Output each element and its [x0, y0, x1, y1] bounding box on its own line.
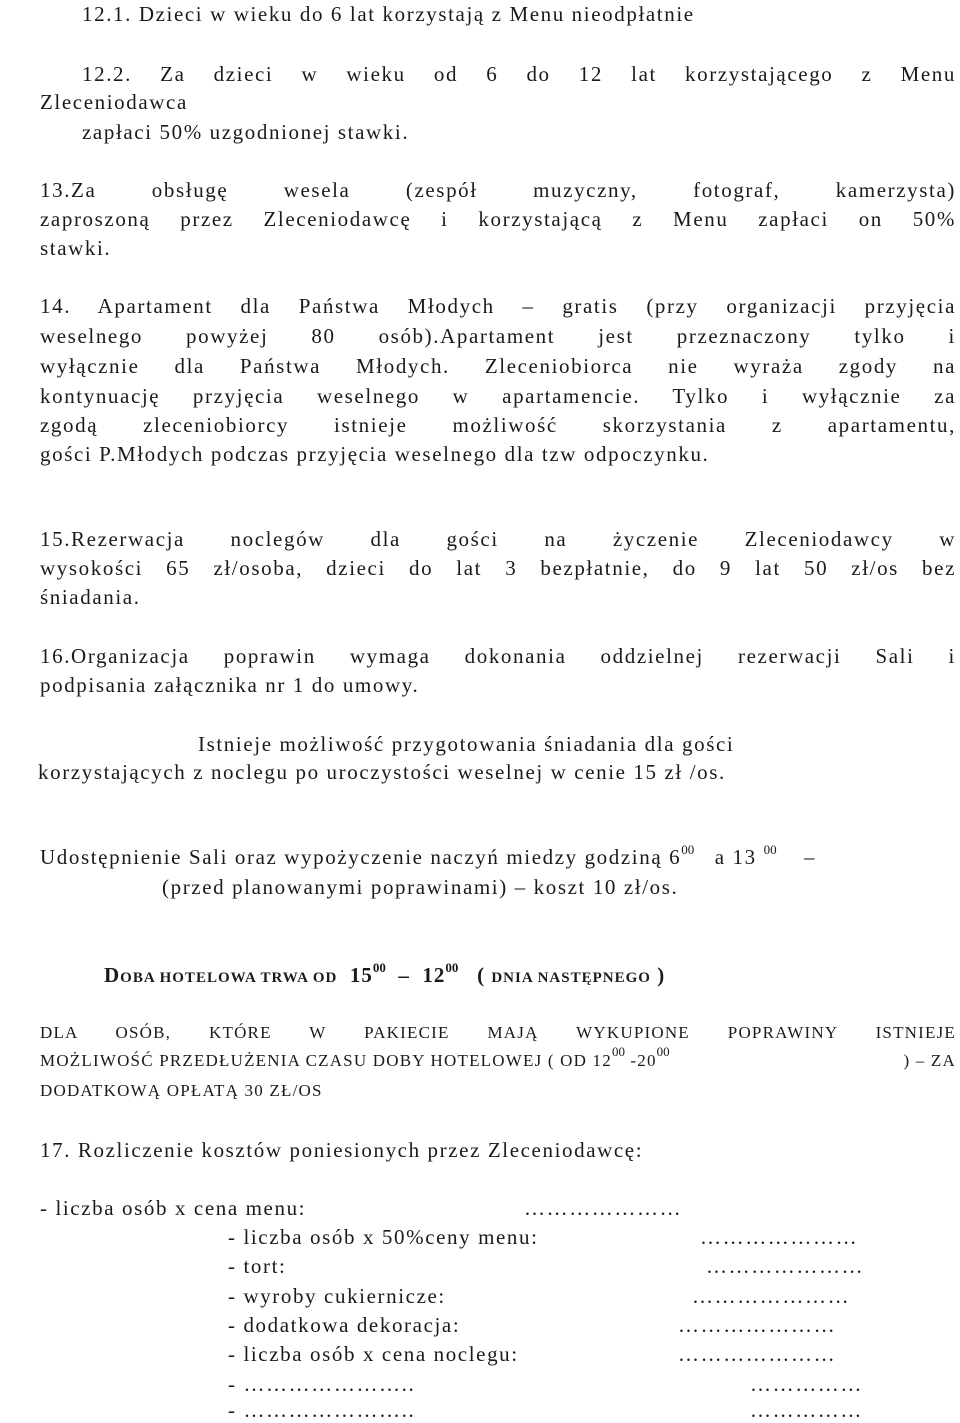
item-12-2-line2: Zleceniodawca	[40, 90, 188, 114]
item-14-line3: wyłącznie dla Państwa Młodych. Zleceniobiorca nie wyraża zgody na	[40, 354, 956, 378]
hall-line2: (przed planowanymi poprawinami) – koszt 10 zł/os.	[162, 875, 679, 899]
item-14-line6: gości P.Młodych podczas przyjęcia weselnego dla tzw odpoczynku.	[40, 442, 710, 466]
hotel-start-min: 00	[372, 960, 386, 975]
cost-item-dots: …………………	[692, 1284, 851, 1308]
cost-item-label: - …………………..	[228, 1398, 416, 1422]
breakfast-line1: Istnieje możliwość przygotowania śniadania dla gości	[198, 732, 735, 756]
item-15-line3: śniadania.	[40, 585, 141, 609]
hotel-paren-open: (	[477, 963, 486, 987]
item-13-line1: 13.Za obsługę wesela (zespół muzyczny, fotograf, kamerzysta)	[40, 178, 956, 202]
extension-line1: DLA OSÓB, KTÓRE W PAKIECIE MAJĄ WYKUPIONE POPRAWINY ISTNIEJE	[40, 1023, 956, 1042]
extension-sup-2: 00	[656, 1044, 670, 1059]
hotel-end-min: 00	[445, 960, 459, 975]
cost-item-dots: …………………	[700, 1225, 859, 1249]
extension-text-b: -20	[630, 1051, 657, 1070]
cost-item-dots: …………………	[706, 1254, 865, 1278]
hotel-paren-close: )	[657, 963, 666, 987]
item-17-title: 17. Rozliczenie kosztów poniesionych przez Zleceniodawcę:	[40, 1138, 644, 1162]
item-16-line1: 16.Organizacja poprawin wymaga dokonania oddzielnej rezerwacji Sali i	[40, 644, 956, 668]
hall-dash: –	[804, 845, 817, 869]
item-14-line5: zgodą zleceniobiorcy istnieje możliwość skorzystania z apartamentu,	[40, 413, 956, 437]
hall-sup-1: 00	[681, 842, 695, 857]
extension-sup-1: 00	[611, 1044, 625, 1059]
item-14-line1: 14. Apartament dla Państwa Młodych – gratis (przy organizacji przyjęcia	[40, 294, 956, 318]
hotel-day-heading	[104, 960, 666, 988]
hall-text-b: a 13	[714, 845, 757, 869]
hotel-day-text: OBA HOTELOWA TRWA OD	[120, 970, 338, 986]
extension-text-c: ) – ZA	[903, 1051, 956, 1070]
cost-item-dots: …………………	[678, 1342, 837, 1366]
hotel-next-day: DNIA NASTĘPNEGO	[491, 970, 651, 986]
extension-line3: DODATKOWĄ OPŁATĄ 30 ZŁ/OS	[40, 1081, 323, 1100]
cost-item-label: - liczba osób x cena menu:	[40, 1196, 307, 1220]
cost-item-label: - liczba osób x 50%ceny menu:	[228, 1225, 539, 1249]
item-14-line2: weselnego powyżej 80 osób).Apartament jest przeznaczony tylko i	[40, 324, 956, 348]
extension-line2	[40, 1044, 956, 1071]
item-15-line2: wysokości 65 zł/osoba, dzieci do lat 3 bezpłatnie, do 9 lat 50 zł/os bez	[40, 556, 956, 580]
item-14-line4: kontynuację przyjęcia weselnego w apartamencie. Tylko i wyłącznie za	[40, 384, 956, 408]
hall-line1	[40, 842, 817, 870]
cost-item-dots: …………………	[678, 1313, 837, 1337]
hotel-day-initial: D	[104, 963, 121, 987]
item-13-line2: zaproszoną przez Zleceniodawcę i korzystającą z Menu zapłaci on 50%	[40, 207, 956, 231]
cost-item-label: - wyroby cukiernicze:	[228, 1284, 446, 1308]
cost-item-dots: …………………	[524, 1196, 683, 1220]
hotel-start-hour: 15	[349, 963, 373, 987]
item-13-line3: stawki.	[40, 236, 112, 260]
cost-item-label: - liczba osób x cena noclegu:	[228, 1342, 519, 1366]
cost-item-dots: ……………	[750, 1398, 863, 1422]
cost-item-label: - …………………..	[228, 1372, 416, 1396]
hotel-dash: –	[398, 963, 410, 987]
extension-text-a	[40, 1044, 670, 1071]
cost-item-dots: ……………	[750, 1372, 863, 1396]
item-12-2-line3: zapłaci 50% uzgodnionej stawki.	[82, 120, 410, 144]
item-12-1: 12.1. Dzieci w wieku do 6 lat korzystają z Menu nieodpłatnie	[82, 2, 695, 26]
cost-item-label: - dodatkowa dekoracja:	[228, 1313, 461, 1337]
hall-text-a: Udostępnienie Sali oraz wypożyczenie naczyń miedzy godziną 6	[40, 845, 682, 869]
item-12-2-line1: 12.2. Za dzieci w wieku od 6 do 12 lat korzystającego z Menu	[82, 62, 956, 86]
breakfast-line2: korzystających z noclegu po uroczystości weselnej w cenie 15 zł /os.	[38, 760, 726, 784]
item-15-line1: 15.Rezerwacja noclegów dla gości na życzenie Zleceniodawcy w	[40, 527, 956, 551]
item-16-line2: podpisania załącznika nr 1 do umowy.	[40, 673, 420, 697]
extension-text-a-value: MOŻLIWOŚĆ PRZEDŁUŻENIA CZASU DOBY HOTELOWEJ ( OD 12	[40, 1051, 612, 1070]
hall-sup-2: 00	[763, 842, 777, 857]
hotel-end-hour: 12	[422, 963, 446, 987]
cost-item-label: - tort:	[228, 1254, 287, 1278]
